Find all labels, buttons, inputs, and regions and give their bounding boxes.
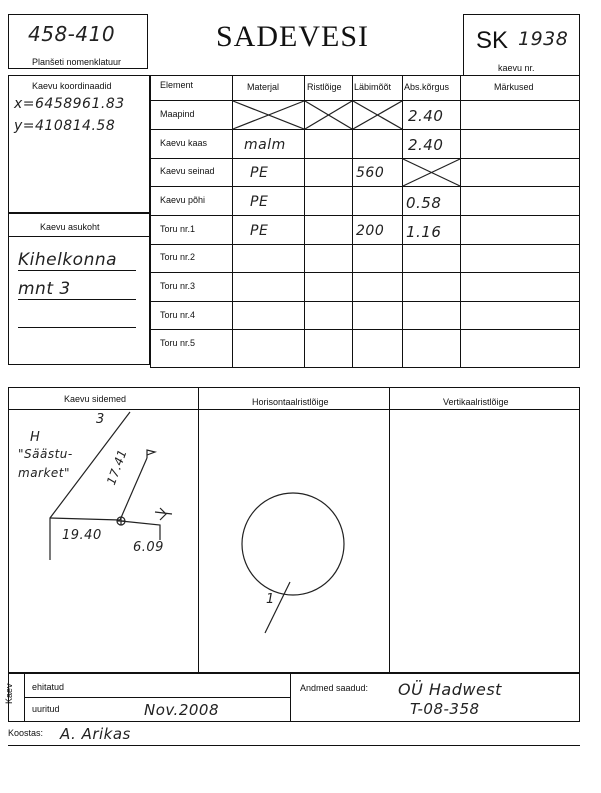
row-label: Toru nr.5 xyxy=(160,338,196,348)
sketch-shop-line1: "Säästu- xyxy=(18,447,73,461)
row-label: Toru nr.4 xyxy=(160,310,196,320)
sketch-dist2: 19.40 xyxy=(62,528,102,543)
table-row-line xyxy=(150,186,580,187)
table-col-line xyxy=(232,75,233,368)
sketch-h-label: H xyxy=(30,430,41,445)
measured-value: Nov.2008 xyxy=(144,701,219,719)
col-header-elevation: Abs.kõrgus xyxy=(404,82,450,92)
location-line2: mnt 3 xyxy=(18,279,71,299)
row-label: Kaevu põhi xyxy=(160,195,206,205)
sketch-divider xyxy=(389,387,390,673)
row-label: Toru nr.3 xyxy=(160,281,196,291)
measured-label: uuritud xyxy=(32,704,60,714)
table-row-line xyxy=(150,272,580,273)
element-table xyxy=(150,75,580,368)
col-header-element: Element xyxy=(160,80,194,90)
page-title: SADEVESI xyxy=(216,20,370,53)
data-source-line1: OÜ Hadwest xyxy=(398,680,502,699)
col-header-cross: Ristlõige xyxy=(307,82,342,92)
cell-elevation: 2.40 xyxy=(408,107,444,125)
well-prefix: SK xyxy=(476,27,509,54)
sketch-number: 3 xyxy=(96,412,105,427)
cell-diameter: 200 xyxy=(356,223,385,239)
cell-material: malm xyxy=(244,137,286,153)
footer-row-line xyxy=(24,697,290,698)
table-col-line xyxy=(304,75,305,368)
location-rule-1 xyxy=(18,270,136,271)
sketch-dist3: 6.09 xyxy=(133,540,164,555)
cell-elevation: 2.40 xyxy=(408,136,444,154)
table-row-line xyxy=(150,244,580,245)
row-label: Kaevu seinad xyxy=(160,166,215,176)
author-underline xyxy=(8,745,580,746)
nomenclature-value: 458-410 xyxy=(28,22,116,46)
well-number-label: kaevu nr. xyxy=(498,63,535,73)
table-row-line xyxy=(150,158,580,159)
location-rule-3 xyxy=(18,327,136,328)
location-label: Kaevu asukoht xyxy=(40,222,100,232)
col-header-diameter: Läbimõõt xyxy=(354,82,392,92)
table-col-line xyxy=(402,75,403,368)
pipe-label: 1 xyxy=(266,592,275,607)
sketch-header-line xyxy=(8,409,580,410)
row-label: Toru nr.2 xyxy=(160,252,196,262)
row-label: Kaevu kaas xyxy=(160,138,208,148)
table-row-line xyxy=(150,100,580,101)
cell-elevation: 1.16 xyxy=(406,223,442,241)
sketch-divider xyxy=(198,387,199,673)
coord-y: y=410814.58 xyxy=(14,118,116,134)
table-row-line xyxy=(150,215,580,216)
author-value: A. Arikas xyxy=(60,725,131,743)
location-rule-2 xyxy=(18,299,136,300)
data-source-label: Andmed saadud: xyxy=(300,683,369,693)
section-label-vertical: Vertikaalristlõige xyxy=(443,397,509,407)
table-row-line xyxy=(150,301,580,302)
cell-material: PE xyxy=(250,165,269,181)
row-label: Toru nr.1 xyxy=(160,224,196,234)
cell-elevation: 0.58 xyxy=(406,194,442,212)
footer-divider xyxy=(290,673,291,722)
row-label: Maapind xyxy=(160,109,195,119)
nomenclature-label: Planšeti nomenklatuur xyxy=(32,57,122,67)
footer-side-label: Kaev xyxy=(4,683,14,704)
location-line1: Kihelkonna xyxy=(18,250,118,270)
sketch-dist1: 17.41 xyxy=(104,447,130,487)
col-header-material: Materjal xyxy=(247,82,280,92)
author-label: Koostas: xyxy=(8,728,44,738)
cell-material: PE xyxy=(250,223,269,239)
coords-label: Kaevu koordinaadid xyxy=(32,81,112,91)
cell-diameter: 560 xyxy=(356,165,385,181)
table-col-line xyxy=(352,75,353,368)
cell-material: PE xyxy=(250,194,269,210)
section-label-ties: Kaevu sidemed xyxy=(64,394,127,404)
section-label-horizontal: Horisontaalristlõige xyxy=(252,397,329,407)
table-row-line xyxy=(150,129,580,130)
table-row-line xyxy=(150,329,580,330)
location-divider xyxy=(8,236,150,237)
well-number: 1938 xyxy=(518,28,569,50)
table-col-line xyxy=(460,75,461,368)
col-header-notes: Märkused xyxy=(494,82,534,92)
data-source-line2: T-08-358 xyxy=(410,700,480,718)
sketch-shop-line2: market" xyxy=(18,466,71,480)
built-label: ehitatud xyxy=(32,682,65,692)
coord-x: x=6458961.83 xyxy=(14,96,125,112)
